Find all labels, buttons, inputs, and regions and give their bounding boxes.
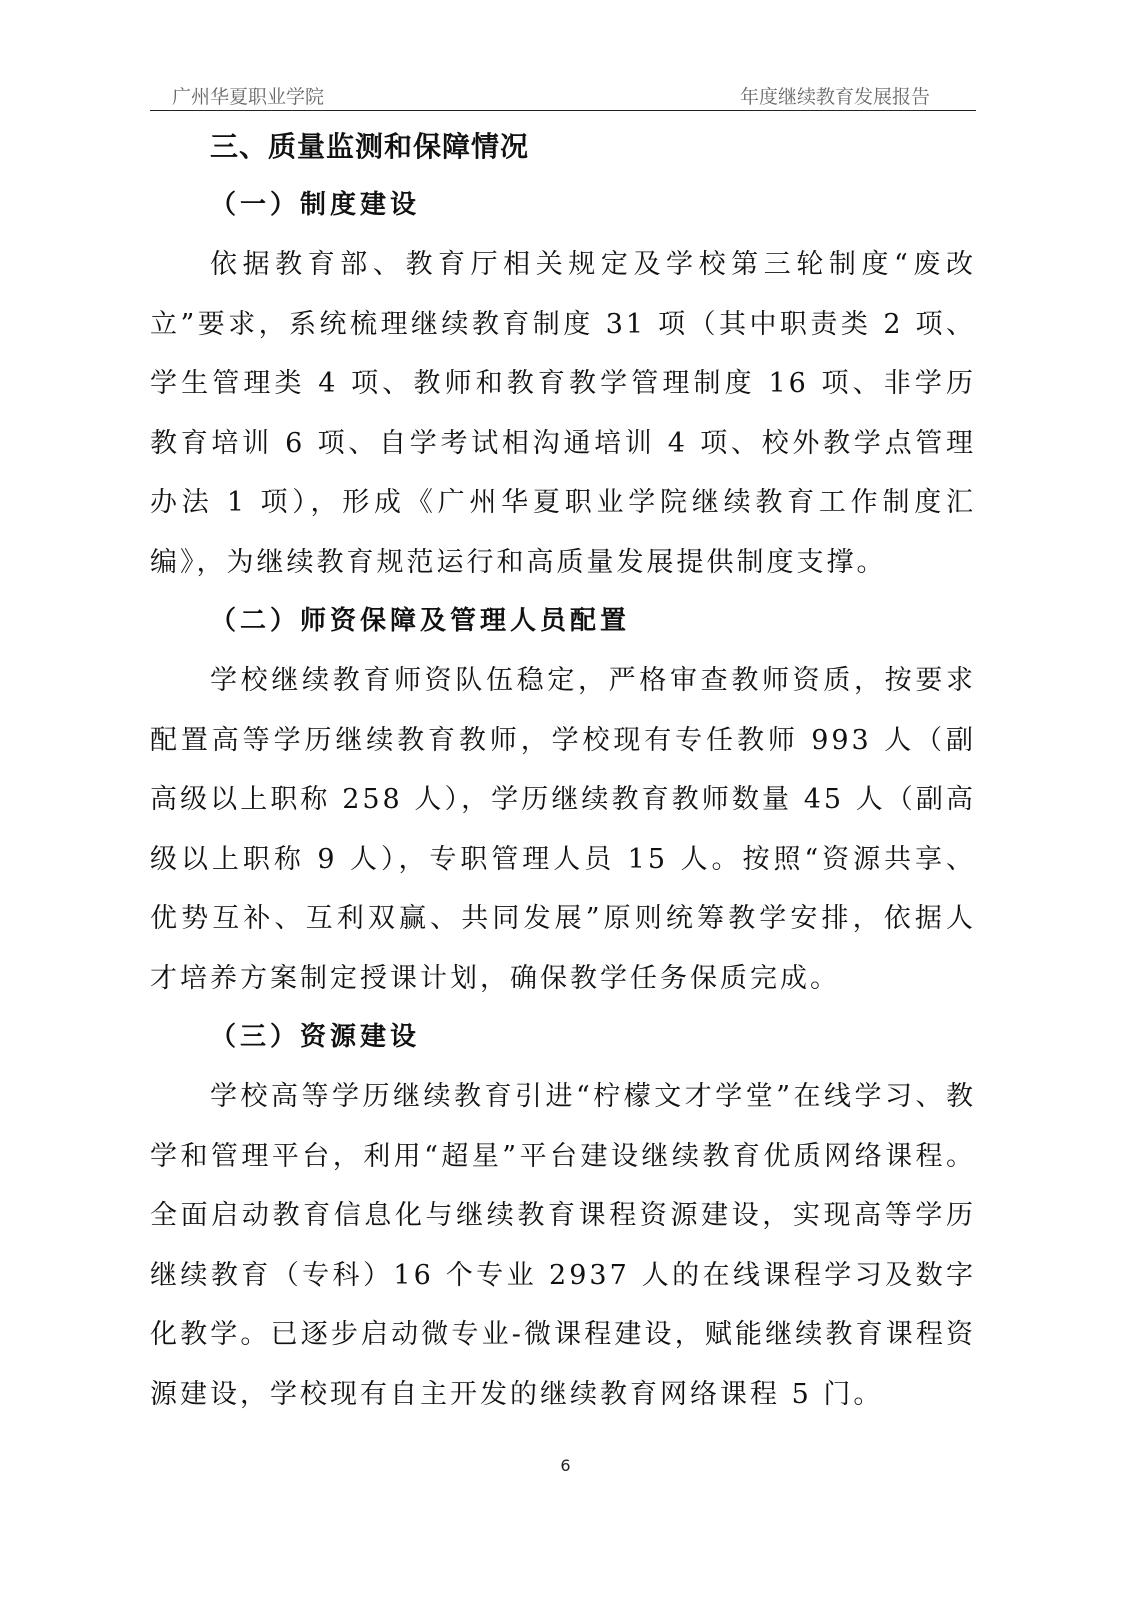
header-school-name: 广州华夏职业学院 [172,86,325,108]
subsection-heading-system: （一）制度建设 [210,190,421,220]
paragraph-faculty: 学校继续教育师资队伍稳定，严格审查教师资质，按要求配置高等学历继续教育教师，学校现有专任教师 993 人（副高级以上职称 258 人），学历继续教育教师数量 45 人（副高级以上职称 9 人），专职管理人员 15 人。按照“资源共享、优势互补、互利双赢、共同发展”原则统筹教学安排，依据人才培养方案制定授课计划，确保教学任务保质完成。 [150,665,976,994]
paragraph-system: 依据教育部、教育厅相关规定及学校第三轮制度“废改立”要求，系统梳理继续教育制度 31 项（其中职责类 2 项、学生管理类 4 项、教师和教育教学管理制度 16 项、非学历教育培训 6 项、自学考试相沟通培训 4 项、校外教学点管理办法 1 项），形成《广州华夏职业学院继续教育工作制度汇编》，为继续教育规范运行和高质量发展提供制度支撑。 [150,249,976,578]
section-title: 三、质量监测和保障情况 [210,130,530,163]
page-content [150,118,976,1424]
header-report-title: 年度继续教育发展报告 [739,86,930,108]
subsection-heading-resources: （三）资源建设 [210,1022,421,1052]
paragraph-resources: 学校高等学历继续教育引进“柠檬文才学堂”在线学习、教学和管理平台，利用“超星”平台建设继续教育优质网络课程。全面启动教育信息化与继续教育课程资源建设，实现高等学历继续教育（专科）16 个专业 2937 人的在线课程学习及数字化教学。已逐步启动微专业-微课程建设，赋能继续教育课程资源建设，学校现有自主开发的继续教育网络课程 5 门。 [150,1081,976,1410]
page-number: 6 [560,1456,571,1475]
page-header [150,80,976,111]
subsection-heading-faculty: （二）师资保障及管理人员配置 [210,606,631,636]
